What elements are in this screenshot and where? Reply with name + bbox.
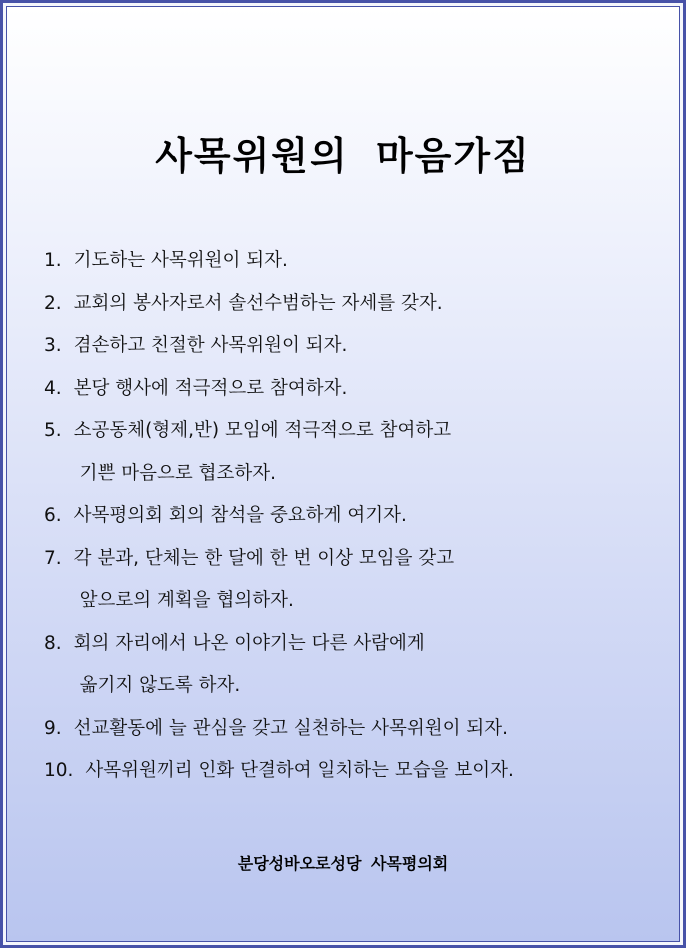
list-item — [44, 289, 664, 332]
parish-council-signature: 분당성바오로성당 사목평의회 — [237, 854, 449, 873]
item-line-continued: 기쁜 마음으로 협조하자. — [79, 462, 277, 484]
item-number: 1. — [44, 250, 62, 271]
item-text — [74, 501, 407, 544]
item-text — [85, 756, 513, 799]
item-number: 7. — [44, 547, 62, 569]
item-number: 5. — [44, 420, 62, 441]
item-text — [74, 331, 348, 374]
item-line: 선교활동에 늘 관심을 갖고 실천하는 사목위원이 되자. — [73, 717, 508, 739]
item-number: 8. — [44, 632, 62, 654]
item-number: 4. — [44, 377, 62, 399]
item-line: 사목평의회 회의 참석을 중요하게 여기자. — [73, 505, 407, 526]
item-number: 9. — [44, 717, 62, 739]
item-text — [74, 289, 443, 332]
item-line-continued: 옮기지 않도록 하자. — [79, 675, 241, 696]
item-text — [74, 544, 455, 629]
list-item — [44, 374, 664, 417]
item-line: 교회의 봉사자로서 솔선수범하는 자세를 갖자. — [73, 292, 443, 314]
list-item — [44, 629, 664, 714]
item-line: 기도하는 사목위원이 되자. — [73, 250, 288, 271]
item-line: 겸손하고 친절한 사목위원이 되자. — [73, 335, 348, 356]
item-line: 각 분과, 단체는 한 달에 한 번 이상 모임을 갖고 — [73, 547, 455, 569]
item-line: 소공동체(형제,반) 모임에 적극적으로 참여하고 — [73, 420, 452, 441]
item-number: 2. — [44, 292, 62, 314]
item-line: 회의 자리에서 나온 이야기는 다른 사람에게 — [73, 632, 425, 654]
list-item — [44, 416, 664, 501]
item-line-continued: 앞으로의 계획을 협의하자. — [79, 590, 294, 611]
item-text — [74, 629, 425, 714]
list-item — [44, 331, 664, 374]
list-item — [44, 714, 664, 757]
list-item — [44, 756, 664, 799]
list-item — [44, 501, 664, 544]
page-title: 사목위원의 마음가짐 — [155, 134, 531, 178]
item-line: 본당 행사에 적극적으로 참여하자. — [73, 377, 348, 399]
list-item — [44, 544, 664, 629]
list-item — [44, 246, 664, 289]
rules-list — [44, 246, 664, 799]
item-number: 3. — [44, 335, 62, 356]
item-text — [74, 374, 348, 417]
item-text — [74, 714, 508, 757]
item-text — [74, 246, 288, 289]
item-text — [74, 416, 452, 501]
item-number: 10. — [44, 760, 74, 781]
item-number: 6. — [44, 505, 62, 526]
item-line: 사목위원끼리 인화 단결하여 일치하는 모습을 보이자. — [85, 760, 514, 781]
